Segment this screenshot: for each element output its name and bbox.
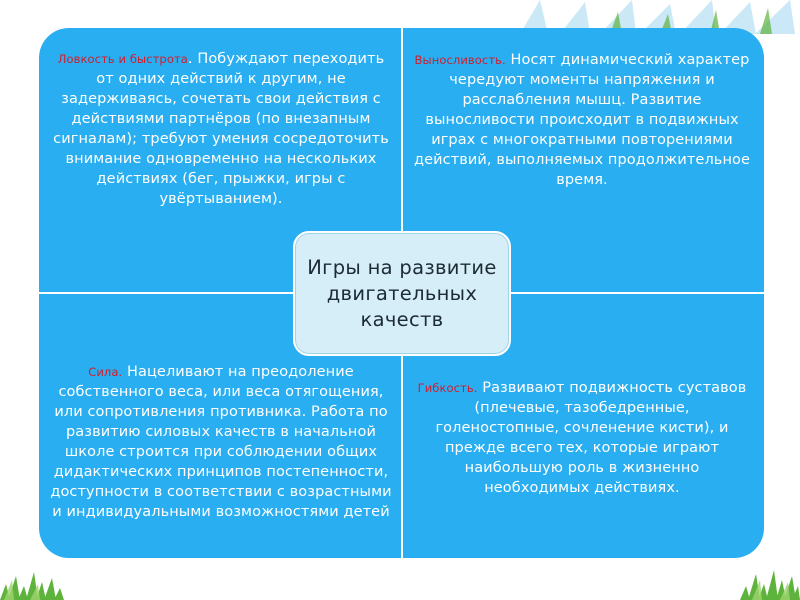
keyword-flexibility: Гибкость.	[417, 381, 478, 395]
center-title: Игры на развитие двигательных качеств	[307, 255, 497, 331]
keyword-endurance: Выносливость.	[414, 53, 506, 67]
text-strength: Нацеливают на преодоление собственного веса, или веса отягощения, или сопротивления противника. Работа по развитию силовых качеств в начальной школе строится при соблюдении общих дидактических принципов постепенности, доступности в соответствии с возрастными и индивидуальными возможностями детей	[50, 364, 392, 520]
text-flexibility: Развивают подвижность суставов (плечевые, тазобедренные, голеностопные, сочленение кисти), и прежде всего тех, которые играют наибольшую роль в жизненно необходимых действиях.	[435, 380, 747, 496]
quadrant-endurance	[412, 50, 752, 190]
bottom-decoration	[0, 566, 800, 600]
quadrant-flexibility	[412, 378, 752, 498]
keyword-agility: Ловкость и быстрота	[57, 52, 188, 66]
quadrant-agility	[48, 49, 394, 209]
center-title-box	[293, 231, 511, 356]
text-agility: . Побуждают переходить от одних действий к другим, не задерживаясь, сочетать свои действия с действиями партнёров (по внезапным сигналам); требуют умения сосредоточить внимание одновременно на нескольких действиях (бег, прыжки, игры с увёртыванием).	[53, 51, 389, 207]
keyword-strength: Сила.	[88, 365, 123, 379]
quadrant-strength	[48, 362, 394, 522]
text-endurance: Носят динамический характер чередуют моменты напряжения и расслабления мышц. Развитие выносливости происходит в подвижных играх с многократными повторениями действий, выполняемых продолжительное время.	[413, 52, 751, 188]
